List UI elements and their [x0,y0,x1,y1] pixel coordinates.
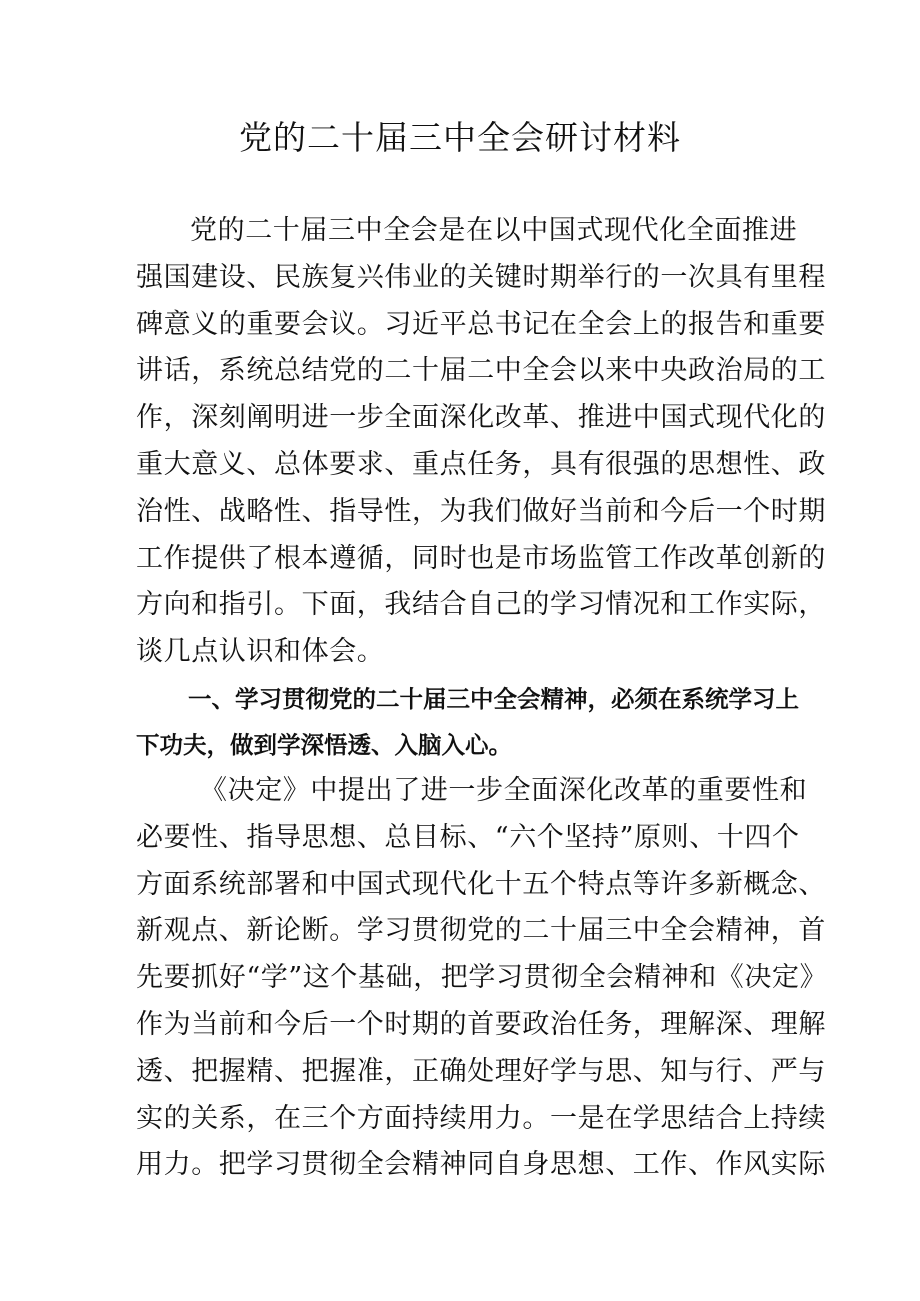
text-line: 《决定》中提出了进一步全面深化改革的重要性和 [200,775,808,806]
text-line: 治性、战略性、指导性，为我们做好当前和今后一个时期 [136,495,826,527]
text-line: 工作提供了根本遵循，同时也是市场监管工作改革创新的 [136,542,826,574]
document-title: 党的二十届三中全会研讨材料 [239,118,681,157]
text-line: 方面系统部署和中国式现代化十五个特点等许多新概念、 [136,868,826,900]
text-line: 新观点、新论断。学习贯彻党的二十届三中全会精神，首 [136,915,826,947]
paragraph-section-1 [136,768,828,1189]
text-line: 必要性、指导思想、总目标、“六个坚持”原则、十四个 [136,821,800,853]
text-line: 讲话，系统总结党的二十届二中全会以来中央政治局的工 [136,355,826,387]
text-line: 党的二十届三中全会是在以中国式现代化全面推进 [190,215,798,246]
paragraph-intro [136,208,826,676]
heading-line: 下功夫，做到学深悟透、入脑入心。 [136,731,512,759]
text-line: 方向和指引。下面，我结合自己的学习情况和工作实际， [136,589,826,621]
text-line: 碑意义的重要会议。习近平总书记在全会上的报告和重要 [136,308,826,340]
text-line: 透、把握精、把握准，正确处理好学与思、知与行、严与 [136,1055,826,1087]
text-line: 作，深刻阐明进一步全面深化改革、推进中国式现代化的 [136,402,826,434]
text-line: 用力。把学习贯彻全会精神同自身思想、工作、作风实际 [136,1149,826,1181]
text-line: 作为当前和今后一个时期的首要政治任务，理解深、理解 [136,1008,826,1040]
text-line: 实的关系，在三个方面持续用力。一是在学思结合上持续 [136,1102,826,1134]
text-line: 先要抓好“学”这个基础，把学习贯彻全会精神和《决定》 [136,962,828,994]
text-line: 强国建设、民族复兴伟业的关键时期举行的一次具有里程 [136,261,826,293]
text-line: 重大意义、总体要求、重点任务，具有很强的思想性、政 [136,448,826,480]
heading-line: 一、学习贯彻党的二十届三中全会精神，必须在系统学习上 [188,685,799,713]
section-heading-1 [136,676,799,768]
text-line: 谈几点认识和体会。 [136,636,385,668]
